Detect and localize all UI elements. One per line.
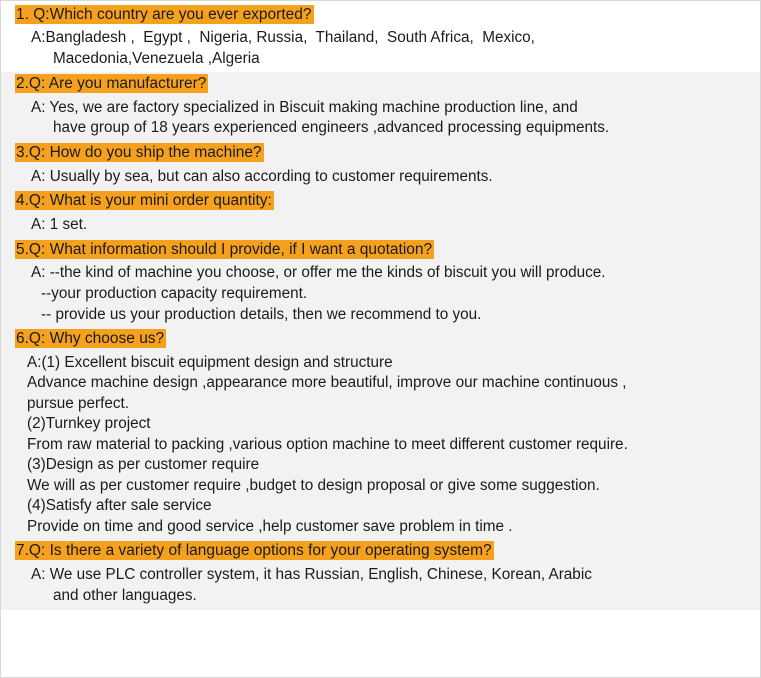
faq-answer-3: [1, 166, 760, 190]
faq-item-2: [1, 72, 760, 141]
faq-answer-5: [1, 262, 760, 327]
faq-answer-line: pursue perfect.: [27, 394, 130, 412]
faq-question-3: 3.Q: How do you ship the machine?: [16, 144, 262, 162]
faq-answer-line: We will as per customer require ,budget to design proposal or give some suggestion.: [27, 476, 600, 494]
faq-answer-line: Macedonia,Venezuela ,Algeria: [53, 50, 260, 68]
faq-item-5: [1, 238, 760, 328]
faq-question-row-5: [1, 238, 760, 262]
faq-question-row-4: [1, 189, 760, 213]
faq-answer-line: and other languages.: [53, 586, 197, 604]
faq-answer-line: A: 1 set.: [31, 215, 88, 233]
faq-answer-line: A: We use PLC controller system, it has Russian, English, Chinese, Korean, Arabic: [31, 565, 592, 583]
faq-question-5: 5.Q: What information should I provide, if I want a quotation?: [16, 240, 433, 258]
faq-question-2: 2.Q: Are you manufacturer?: [16, 75, 207, 93]
faq-answer-line: Advance machine design ,appearance more beautiful, improve our machine continuous ,: [27, 374, 627, 392]
faq-question-1: 1. Q:Which country are you ever exported?: [16, 6, 312, 23]
faq-answer-line: Provide on time and good service ,help customer save problem in time .: [27, 517, 513, 535]
faq-item-4: [1, 189, 760, 237]
faq-answer-line: A: Usually by sea, but can also according to customer requirements.: [31, 167, 493, 185]
faq-answer-line: (3)Design as per customer require: [27, 456, 260, 474]
faq-answer-line: A:(1) Excellent biscuit equipment design and structure: [27, 353, 393, 371]
faq-question-row-2: [1, 72, 760, 96]
faq-item-6: [1, 327, 760, 539]
faq-answer-6: [1, 352, 760, 539]
faq-answer-line: --your production capacity requirement.: [41, 284, 308, 302]
faq-item-3: [1, 141, 760, 189]
faq-answer-line: (4)Satisfy after sale service: [27, 497, 212, 515]
faq-question-row-3: [1, 141, 760, 165]
faq-answer-line: A: Yes, we are factory specialized in Biscuit making machine production line, and: [31, 98, 578, 116]
faq-question-row-6: [1, 327, 760, 351]
faq-answer-line: (2)Turnkey project: [27, 415, 151, 433]
faq-answer-2: [1, 97, 760, 142]
faq-answer-line: have group of 18 years experienced engineers ,advanced processing equipments.: [53, 119, 610, 137]
faq-answer-4: [1, 214, 760, 238]
faq-answer-line: -- provide us your production details, then we recommend to you.: [41, 305, 482, 323]
faq-question-row-7: [1, 539, 760, 563]
faq-question-row-1: [1, 1, 760, 27]
faq-answer-line: From raw material to packing ,various option machine to meet different customer require.: [27, 435, 628, 453]
faq-list: [1, 1, 760, 610]
faq-question-7: 7.Q: Is there a variety of language options for your operating system?: [16, 542, 492, 560]
faq-item-1: [1, 1, 760, 72]
faq-question-4: 4.Q: What is your mini order quantity:: [16, 192, 272, 210]
faq-answer-7: [1, 564, 760, 611]
faq-item-7: [1, 539, 760, 610]
faq-question-6: 6.Q: Why choose us?: [16, 330, 165, 348]
faq-answer-1: [1, 27, 760, 72]
faq-answer-line: A:Bangladesh , Egypt , Nigeria, Russia, Thailand, South Africa, Mexico,: [31, 29, 535, 47]
faq-answer-line: A: --the kind of machine you choose, or offer me the kinds of biscuit you will produce.: [31, 264, 606, 282]
